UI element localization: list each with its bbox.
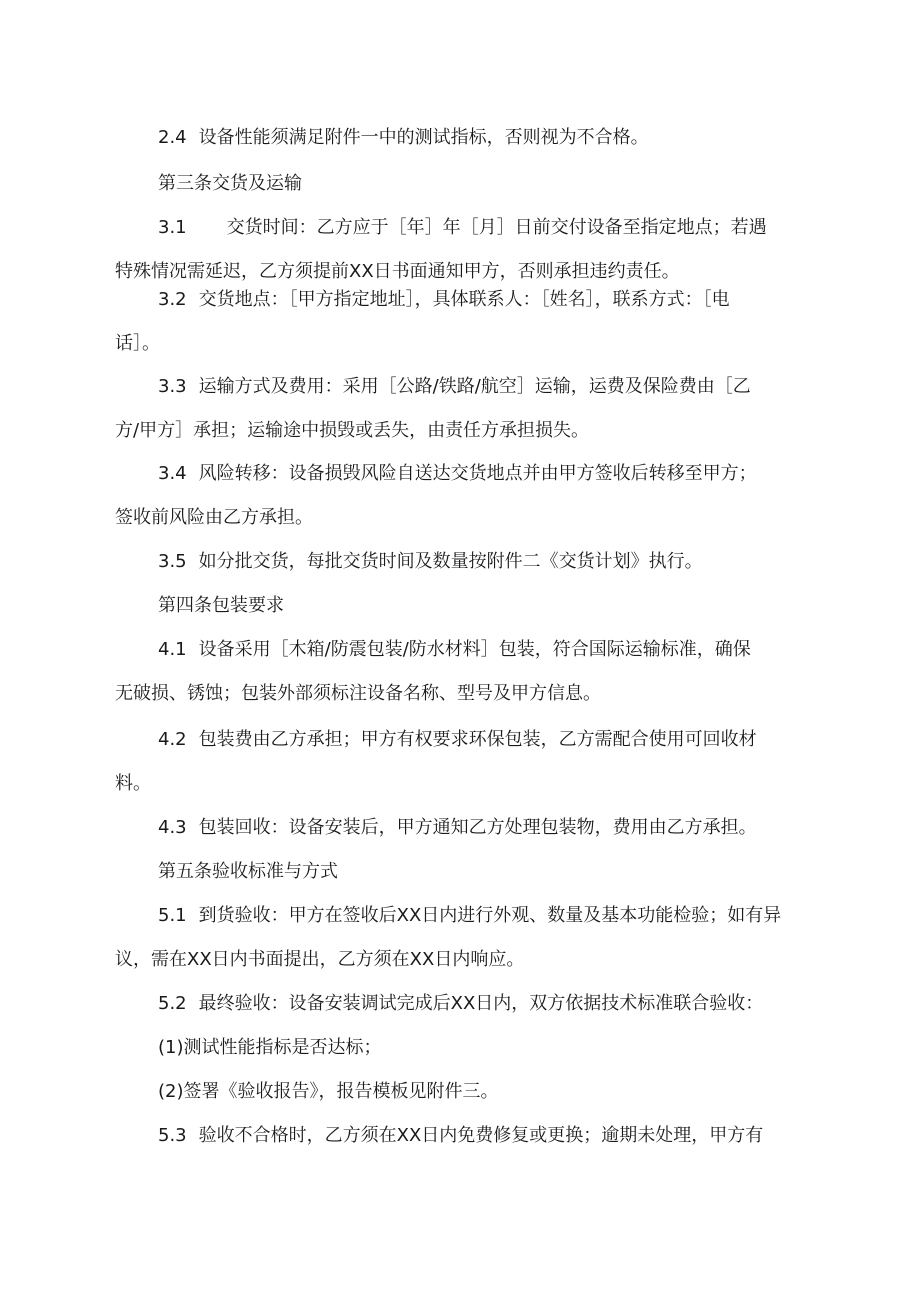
- clause-text: 包装回收：设备安装后，甲方通知乙方处理包装物，费用由乙方承担。: [198, 817, 757, 838]
- clause-4-2: [115, 718, 825, 806]
- clause-number: 3.1: [158, 217, 187, 238]
- clause-number: 4.3: [158, 817, 187, 838]
- clause-text-line1: 设备采用［木箱/防震包装/防水材料］包装，符合国际运输标准，确保: [198, 639, 751, 660]
- clause-text-line2: 料。: [115, 773, 151, 794]
- list-item-2: (2)签署《验收报告》，报告模板见附件三。: [158, 1081, 499, 1102]
- clause-4-1: [115, 628, 825, 716]
- clause-text-line1: 风险转移：设备损毁风险自送达交货地点并由甲方签收后转移至甲方；: [198, 463, 757, 484]
- clause-text-line1: 包装费由乙方承担；甲方有权要求环保包装，乙方需配合使用可回收材: [198, 729, 757, 750]
- clause-text-line2: 议，需在XX日内书面提出，乙方须在XX日内响应。: [115, 949, 525, 970]
- article-5-heading: 第五条验收标准与方式: [158, 861, 338, 882]
- clause-text-line2: 方/甲方］承担；运输途中损毁或丢失，由责任方承担损失。: [115, 420, 590, 441]
- clause-number: 3.4: [158, 463, 187, 484]
- clause-text: 验收不合格时，乙方须在XX日内免费修复或更换；逾期未处理，甲方有: [198, 1125, 764, 1146]
- list-item-1: (1)测试性能指标是否达标；: [158, 1037, 382, 1058]
- clause-4-3: [158, 806, 868, 850]
- clause-number: 2.4: [158, 127, 187, 148]
- clause-number: 5.2: [158, 993, 187, 1014]
- clause-number: 5.3: [158, 1125, 187, 1146]
- clause-text-line2: 特殊情况需延迟，乙方须提前XX日书面通知甲方，否则承担违约责任。: [115, 261, 680, 282]
- clause-5-2: [158, 982, 868, 1026]
- clause-3-5: [158, 540, 868, 584]
- clause-text-line2: 话］。: [115, 333, 160, 354]
- article-3-heading: 第三条交货及运输: [158, 173, 302, 194]
- clause-text: 如分批交货，每批交货时间及数量按附件二《交货计划》执行。: [198, 551, 703, 572]
- clause-3-3: [115, 365, 825, 453]
- clause-text-line1: 到货验收：甲方在签收后XX日内进行外观、数量及基本功能检验；如有异: [198, 905, 782, 926]
- clause-5-1: [115, 894, 825, 982]
- clause-text-line1: 交货时间：乙方应于［年］年［月］日前交付设备至指定地点；若遇: [226, 217, 767, 238]
- clause-text-line2: 无破损、锈蚀；包装外部须标注设备名称、型号及甲方信息。: [115, 683, 601, 704]
- clause-5-3: [158, 1114, 868, 1158]
- clause-number: 4.2: [158, 729, 187, 750]
- clause-number: 3.2: [158, 289, 187, 310]
- clause-text-line1: 交货地点：［甲方指定地址］，具体联系人：［姓名］，联系方式：［电: [198, 289, 730, 310]
- clause-number: 4.1: [158, 639, 187, 660]
- clause-number: 5.1: [158, 905, 187, 926]
- clause-text-line2: 签收前风险由乙方承担。: [115, 507, 313, 528]
- clause-2-4: [158, 116, 868, 160]
- clause-3-4: [115, 452, 825, 540]
- article-4-heading: 第四条包装要求: [158, 595, 284, 616]
- clause-number: 3.5: [158, 551, 187, 572]
- clause-text-line1: 运输方式及费用：采用［公路/铁路/航空］运输，运费及保险费由［乙: [198, 376, 751, 397]
- clause-text: 最终验收：设备安装调试完成后XX日内，双方依据技术标准联合验收：: [198, 993, 764, 1014]
- clause-number: 3.3: [158, 376, 187, 397]
- clause-text: 设备性能须满足附件一中的测试指标，否则视为不合格。: [198, 127, 649, 148]
- clause-3-2: [115, 278, 825, 366]
